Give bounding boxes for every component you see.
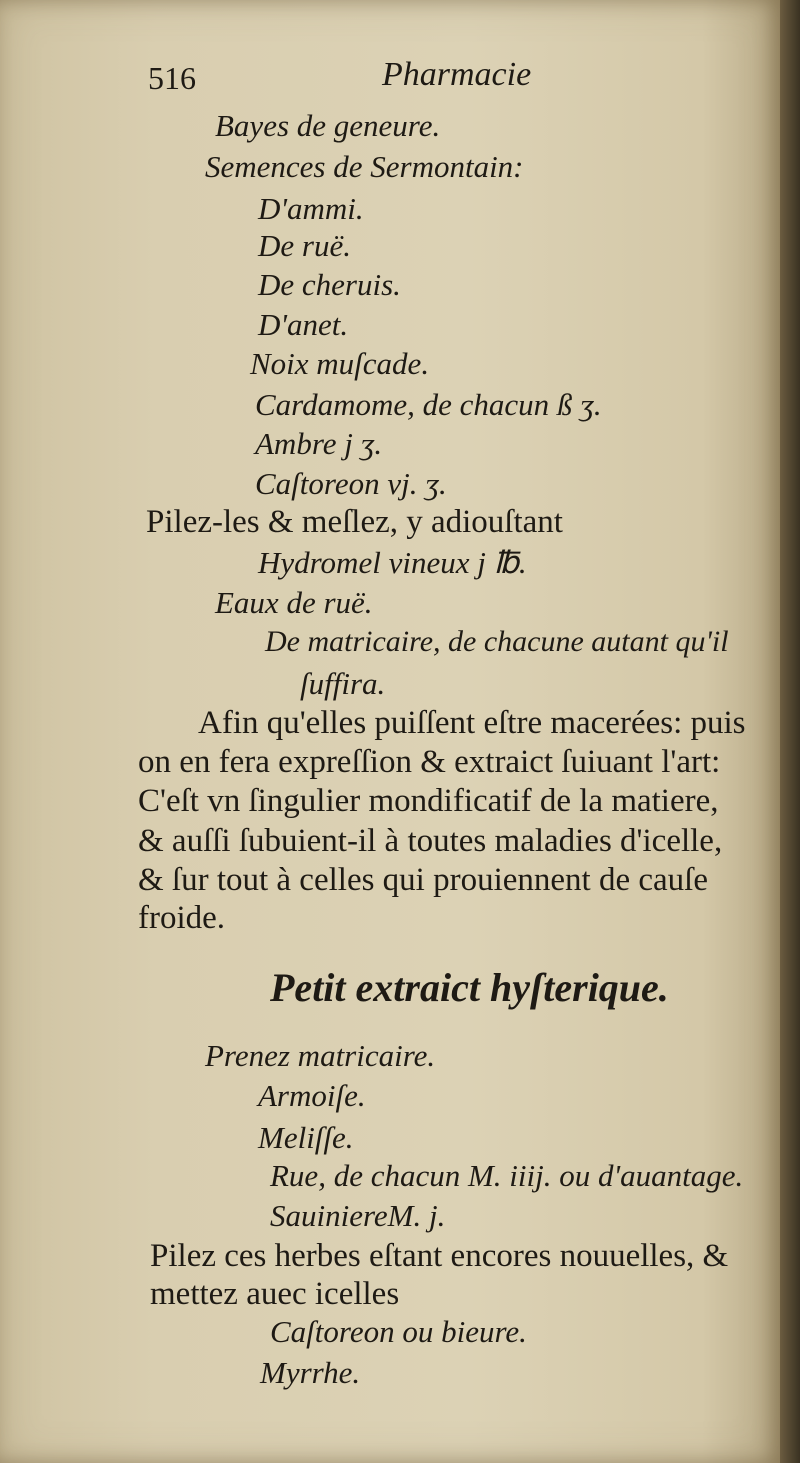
text-line: Caſtoreon ou bieure.	[270, 1314, 527, 1349]
text-line: Ambre j ʒ.	[255, 426, 383, 461]
running-title: Pharmacie	[382, 56, 532, 93]
text-line: Afin qu'elles puiſſent eſtre macerées: puis	[198, 705, 746, 741]
text-line: on en fera expreſſion & extraict ſuiuant l'art:	[138, 744, 721, 780]
text-line: De matricaire, de chacune autant qu'il	[265, 625, 729, 658]
text-line: Armoiſe.	[258, 1078, 366, 1113]
text-line: SauiniereM. j.	[270, 1198, 446, 1233]
text-line: Eaux de ruë.	[215, 585, 373, 620]
text-line: ſuffira.	[300, 666, 386, 701]
text-line: Rue, de chacun M. iiij. ou d'auantage.	[270, 1158, 744, 1193]
text-line: & auſſi ſubuient-il à toutes maladies d'icelle,	[138, 823, 723, 859]
text-line: Caſtoreon vj. ʒ.	[255, 466, 447, 501]
text-line: De ruë.	[258, 228, 351, 263]
text-line: Cardamome, de chacun ß ʒ.	[255, 387, 602, 422]
text-line: Pilez-les & meſlez, y adiouſtant	[146, 504, 563, 540]
text-line: Bayes de geneure.	[215, 108, 441, 143]
text-line: D'ammi.	[258, 191, 364, 226]
text-line: froide.	[138, 900, 226, 936]
book-edge	[780, 0, 800, 1463]
page-number: 516	[148, 60, 196, 96]
text-line: mettez auec icelles	[150, 1276, 400, 1312]
text-line: Meliſſe.	[258, 1120, 354, 1155]
text-line: C'eſt vn ſingulier mondificatif de la matiere,	[138, 783, 719, 819]
text-line: D'anet.	[258, 307, 349, 342]
section-title: Petit extraict hyſterique.	[270, 965, 669, 1010]
text-line: Semences de Sermontain:	[205, 149, 524, 184]
text-line: Noix muſcade.	[250, 346, 430, 381]
text-line: Hydromel vineux j ℔.	[258, 545, 527, 580]
text-line: De cheruis.	[258, 267, 401, 302]
text-line: & ſur tout à celles qui prouiennent de cauſe	[138, 862, 708, 898]
text-line: Pilez ces herbes eſtant encores nouuelles, &	[150, 1238, 729, 1274]
text-line: Prenez matricaire.	[205, 1038, 436, 1073]
text-line: Myrrhe.	[260, 1355, 361, 1390]
